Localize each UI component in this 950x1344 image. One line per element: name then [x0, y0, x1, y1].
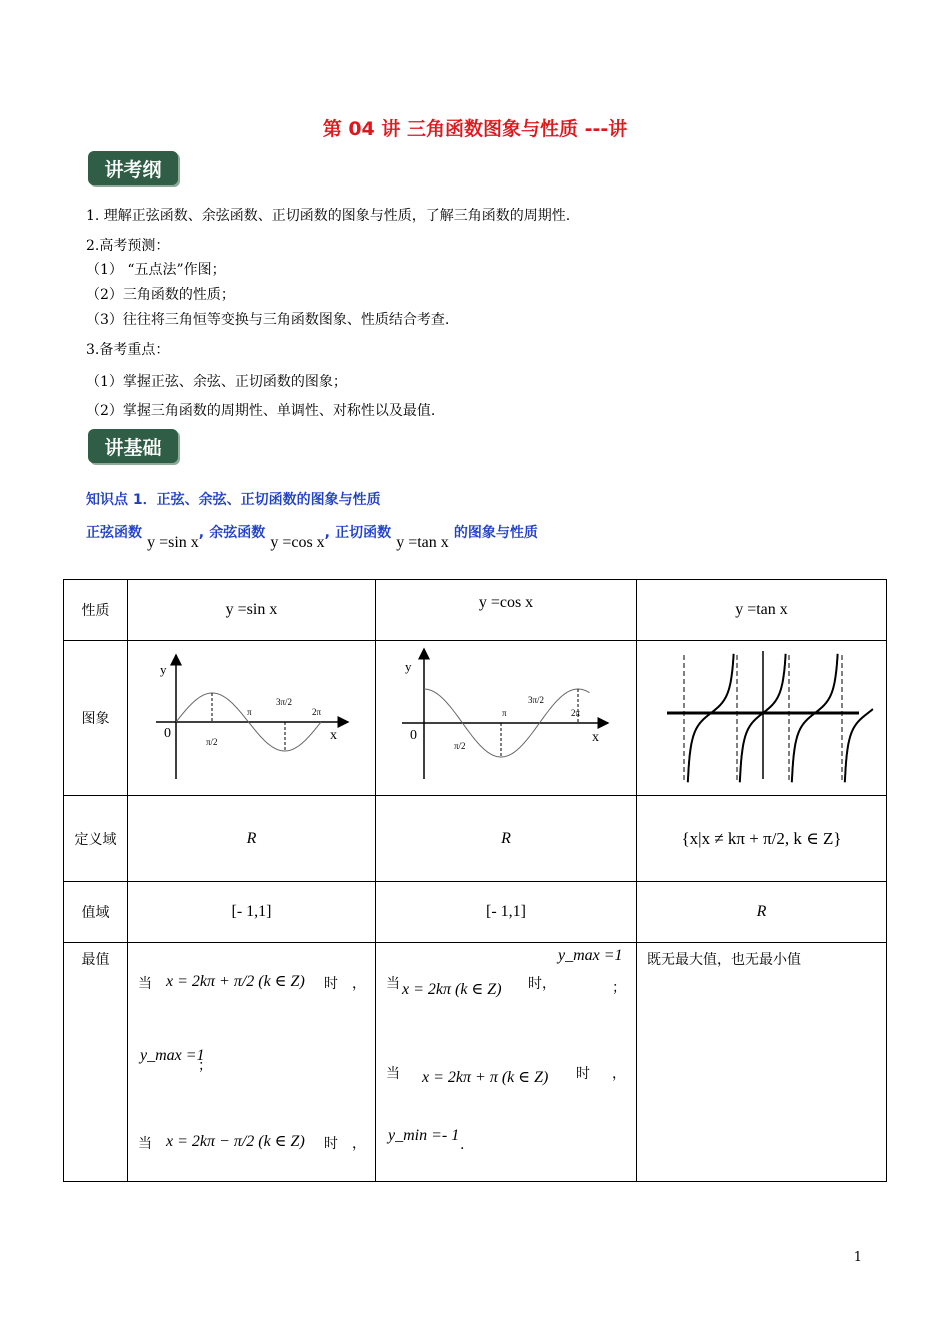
row-label-property: 性质 — [64, 580, 128, 641]
expr-cos-min: x = 2kπ + π (k ∈ Z) — [422, 1069, 549, 1086]
extrema-tan: 既无最大值，也无最小值 — [637, 943, 887, 1182]
syllabus-line: （1） “五点法”作图； — [86, 262, 226, 278]
text-shi: 时， — [528, 976, 556, 992]
range-tan-value: R — [756, 903, 767, 920]
text-dang: 当 — [138, 976, 152, 992]
text-shi: 时 — [324, 976, 338, 992]
origin-label: 0 — [164, 726, 171, 741]
syllabus-line: （2）掌握三角函数的周期性、单调性、对称性以及最值. — [86, 403, 436, 419]
sin-ymax: y_max =1 — [140, 1047, 205, 1064]
tick-label-pi: π — [502, 708, 507, 718]
header-cos: y =cos x — [376, 580, 637, 641]
y-axis-label: y — [405, 659, 412, 674]
row-label-graph: 图象 — [64, 641, 128, 796]
syllabus-line: （2）三角函数的性质； — [86, 287, 235, 303]
text-comma: ， — [612, 1066, 626, 1082]
x-axis-label: x — [592, 730, 599, 745]
knowledge-point-subtitle: 正弦函数 y =sin x, 余弦函数 y =cos x, 正切函数 y =tan x 的图象与性质 — [86, 525, 538, 551]
table-row — [64, 580, 887, 641]
cos-ymax: y_max =1 — [558, 947, 623, 964]
row-label-range: 值域 — [64, 882, 128, 943]
table-row — [64, 641, 887, 796]
domain-tan-value: {x|x ≠ kπ + π/2, k ∈ Z} — [681, 828, 842, 848]
tick-label-3pi-half: 3π/2 — [528, 695, 545, 705]
tan-curves — [688, 654, 873, 783]
text-semicolon: ； — [612, 980, 626, 996]
row-label-extrema: 最值 — [64, 943, 128, 1182]
table-row — [64, 943, 887, 1182]
text-semicolon: ； — [198, 1058, 212, 1074]
tick-label-pi-half: π/2 — [206, 737, 218, 747]
tan-branch — [845, 709, 873, 782]
graph-property-label: 的图象与性质 — [453, 525, 538, 541]
origin-label: 0 — [410, 728, 417, 743]
cos-graph-cell — [376, 641, 637, 796]
header-sin: y =sin x — [128, 580, 376, 641]
syllabus-line: 3.备考重点： — [86, 342, 170, 358]
range-sin: [- 1,1] — [128, 882, 376, 943]
page-number: 1 — [853, 1250, 862, 1265]
tick-label-2pi: 2π — [312, 707, 322, 717]
tan-graph-cell — [637, 641, 887, 796]
y-axis-label: y — [160, 662, 167, 677]
sin-label: 正弦函数 — [86, 525, 142, 541]
text-comma: ， — [352, 976, 366, 992]
text-shi: 时 — [576, 1066, 590, 1082]
syllabus-line: 1. 理解正弦函数、余弦函数、正切函数的图象与性质，了解三角函数的周期性. — [86, 208, 571, 224]
tick-label-pi-half: π/2 — [454, 741, 466, 751]
range-tan — [637, 882, 887, 943]
tick-label-3pi-half: 3π/2 — [276, 697, 293, 707]
tan-label: 正切函数 — [335, 525, 392, 541]
header-tan: y =tan x — [637, 580, 887, 641]
table-row — [64, 882, 887, 943]
knowledge-point-title: 知识点 1．正弦、余弦、正切函数的图象与性质 — [86, 492, 381, 508]
text-dang: 当 — [386, 976, 400, 992]
cos-label: 余弦函数 — [209, 525, 266, 541]
properties-table — [63, 579, 887, 1182]
cos-ymin: y_min =- 1 — [388, 1127, 460, 1144]
text-shi: 时 — [324, 1136, 338, 1152]
extrema-sin — [128, 943, 376, 1182]
syllabus-line: （3）往往将三角恒等变换与三角函数图象、性质结合考查. — [86, 312, 450, 328]
text-dang: 当 — [138, 1136, 152, 1152]
domain-cos-value: R — [501, 829, 511, 847]
syllabus-line: 2.高考预测： — [86, 238, 170, 254]
expr-sin-max: x = 2kπ + π/2 (k ∈ Z) — [166, 973, 305, 990]
section-badge-syllabus: 讲考纲 — [88, 151, 178, 185]
table-row — [64, 796, 887, 882]
sin-graph-cell — [128, 641, 376, 796]
expr-sin-min: x = 2kπ − π/2 (k ∈ Z) — [166, 1133, 305, 1150]
section-badge-basics: 讲基础 — [88, 429, 178, 463]
tan-graph — [637, 641, 886, 791]
syllabus-line: （1）掌握正弦、余弦、正切函数的图象； — [86, 374, 347, 390]
domain-sin — [128, 796, 376, 882]
domain-cos — [376, 796, 637, 882]
text-comma: ， — [352, 1136, 366, 1152]
extrema-cos — [376, 943, 637, 1182]
tick-label-2pi: 2π — [571, 708, 581, 718]
tick-label-pi: π — [247, 707, 252, 717]
domain-tan — [637, 796, 887, 882]
tan-branch — [792, 654, 838, 783]
text-period: . — [460, 1137, 465, 1153]
range-cos: [- 1,1] — [376, 882, 637, 943]
text-dang: 当 — [386, 1066, 400, 1082]
page-title: 第 04 讲 三角函数图象与性质 ---讲 — [322, 118, 628, 140]
x-axis-label: x — [330, 728, 337, 743]
sin-formula: y =sin x — [147, 534, 199, 551]
sin-graph — [128, 641, 375, 791]
domain-sin-value: R — [246, 829, 257, 847]
tan-formula: y =tan x — [396, 534, 449, 551]
row-label-domain: 定义域 — [64, 796, 128, 882]
expr-cos-max: x = 2kπ (k ∈ Z) — [402, 981, 502, 998]
tan-branch — [688, 654, 734, 783]
cos-graph — [376, 641, 636, 791]
cos-formula: y =cos x — [270, 534, 325, 551]
